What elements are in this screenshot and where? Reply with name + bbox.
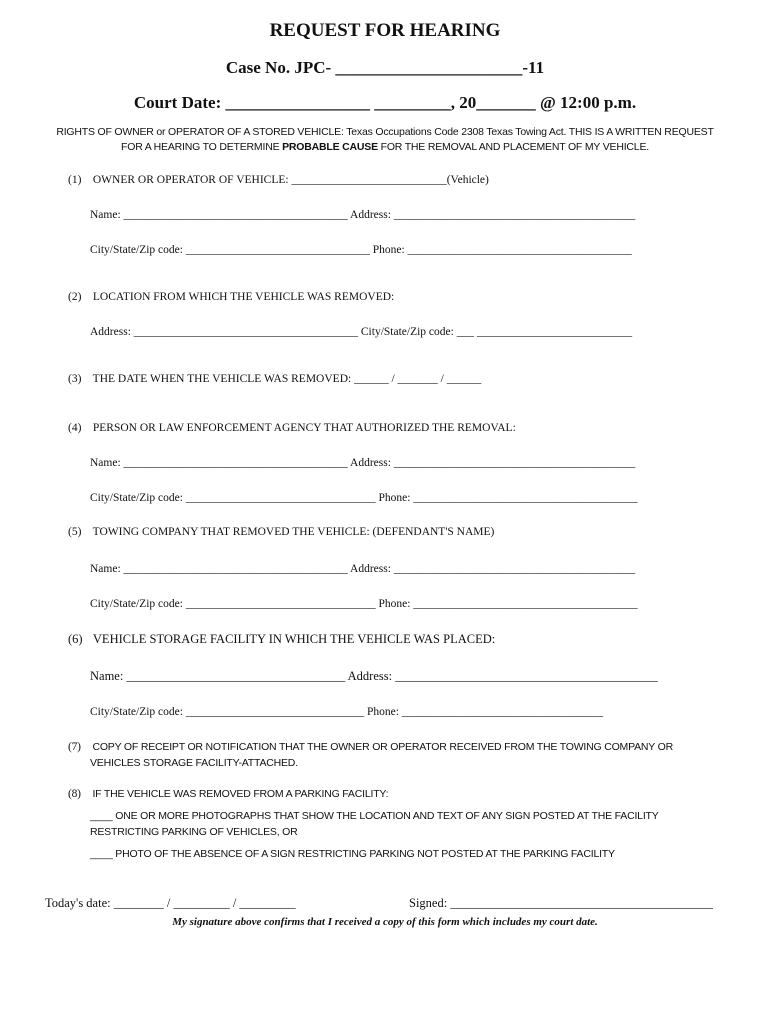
owner-name-address-field[interactable]: Name: _______________________________________ Address: __________________________________________	[90, 209, 636, 221]
agency-name-address-field[interactable]: Name: _______________________________________ Address: __________________________________________	[90, 457, 636, 469]
todays-date-field[interactable]: Today's date: ________ / _________ / _________	[45, 896, 296, 910]
section-7-heading	[68, 741, 673, 753]
owner-city-phone-field[interactable]: City/State/Zip code: ________________________________ Phone: _______________________________________	[90, 244, 632, 256]
rights-line-2-post: FOR THE REMOVAL AND PLACEMENT OF MY VEHICLE.	[377, 141, 649, 153]
probable-cause-emphasis: PROBABLE CAUSE	[282, 141, 378, 153]
photographs-option-line-2: RESTRICTING PARKING OF VEHICLES, OR	[90, 826, 298, 838]
towing-company-label: TOWING COMPANY THAT REMOVED THE VEHICLE: (DEFENDANT'S NAME)	[92, 526, 495, 538]
section-6-heading	[68, 632, 495, 647]
receipt-copy-line-1: COPY OF RECEIPT OR NOTIFICATION THAT THE OWNER OR OPERATOR RECEIVED FROM THE TOWING COMPANY OR	[92, 741, 673, 753]
section-8-number: (8)	[68, 788, 81, 800]
signature-confirmation-note: My signature above confirms that I received a copy of this form which includes my court date.	[172, 916, 598, 928]
section-4-heading	[68, 422, 516, 434]
storage-facility-label: VEHICLE STORAGE FACILITY IN WHICH THE VEHICLE WAS PLACED:	[92, 632, 496, 646]
photographs-option-field[interactable]: ____ ONE OR MORE PHOTOGRAPHS THAT SHOW THE LOCATION AND TEXT OF ANY SIGN POSTED AT THE FACILITY	[90, 810, 659, 822]
section-6-number: (6)	[68, 632, 83, 646]
rights-line-1: RIGHTS OF OWNER or OPERATOR OF A STORED VEHICLE: Texas Occupations Code 2308 Texas Towing Act. THIS IS A WRITTEN REQUEST	[56, 126, 714, 138]
section-2-heading	[68, 291, 394, 303]
absence-photo-option-field[interactable]: ____ PHOTO OF THE ABSENCE OF A SIGN RESTRICTING PARKING NOT POSTED AT THE PARKING FACILITY	[90, 848, 615, 860]
section-1-heading	[68, 174, 489, 186]
removal-location-label: LOCATION FROM WHICH THE VEHICLE WAS REMOVED:	[92, 291, 395, 303]
owner-operator-field[interactable]: OWNER OR OPERATOR OF VEHICLE: ___________________________(Vehicle)	[92, 174, 489, 186]
section-3-number: (3)	[68, 373, 82, 385]
case-number-field[interactable]: Case No. JPC- ______________________-11	[225, 58, 545, 77]
storage-city-phone-field[interactable]: City/State/Zip code: _______________________________ Phone: ___________________________________	[90, 706, 604, 718]
receipt-copy-line-2: VEHICLES STORAGE FACILITY-ATTACHED.	[90, 757, 298, 769]
section-5-heading	[68, 526, 494, 538]
rights-line-2-pre: FOR A HEARING TO DETERMINE	[121, 141, 283, 153]
rights-notice	[20, 125, 750, 155]
signature-field[interactable]: Signed: __________________________________________	[409, 896, 713, 910]
section-3-heading	[68, 373, 481, 385]
court-date-field[interactable]: Court Date: _________________ _________, 20_______ @ 12:00 p.m.	[133, 93, 637, 112]
removal-date-field[interactable]: THE DATE WHEN THE VEHICLE WAS REMOVED: ______ / _______ / ______	[92, 373, 482, 385]
section-7-number: (7)	[68, 741, 81, 753]
parking-facility-label: IF THE VEHICLE WAS REMOVED FROM A PARKING FACILITY:	[92, 788, 389, 800]
section-1-number: (1)	[68, 174, 82, 186]
towing-name-address-field[interactable]: Name: _______________________________________ Address: __________________________________________	[90, 563, 636, 575]
form-title: REQUEST FOR HEARING	[269, 20, 501, 41]
section-5-number: (5)	[68, 526, 82, 538]
agency-city-phone-field[interactable]: City/State/Zip code: _________________________________ Phone: _______________________________________	[90, 492, 638, 504]
authorizing-agency-label: PERSON OR LAW ENFORCEMENT AGENCY THAT AUTHORIZED THE REMOVAL:	[92, 422, 516, 434]
storage-name-address-field[interactable]: Name: ___________________________________ Address: __________________________________________	[90, 669, 658, 683]
section-8-heading	[68, 788, 388, 800]
section-4-number: (4)	[68, 422, 82, 434]
removal-location-address-field[interactable]: Address: _______________________________________ City/State/Zip code: ___ ___________________________	[90, 326, 633, 338]
towing-city-phone-field[interactable]: City/State/Zip code: _________________________________ Phone: _______________________________________	[90, 598, 638, 610]
section-2-number: (2)	[68, 291, 82, 303]
